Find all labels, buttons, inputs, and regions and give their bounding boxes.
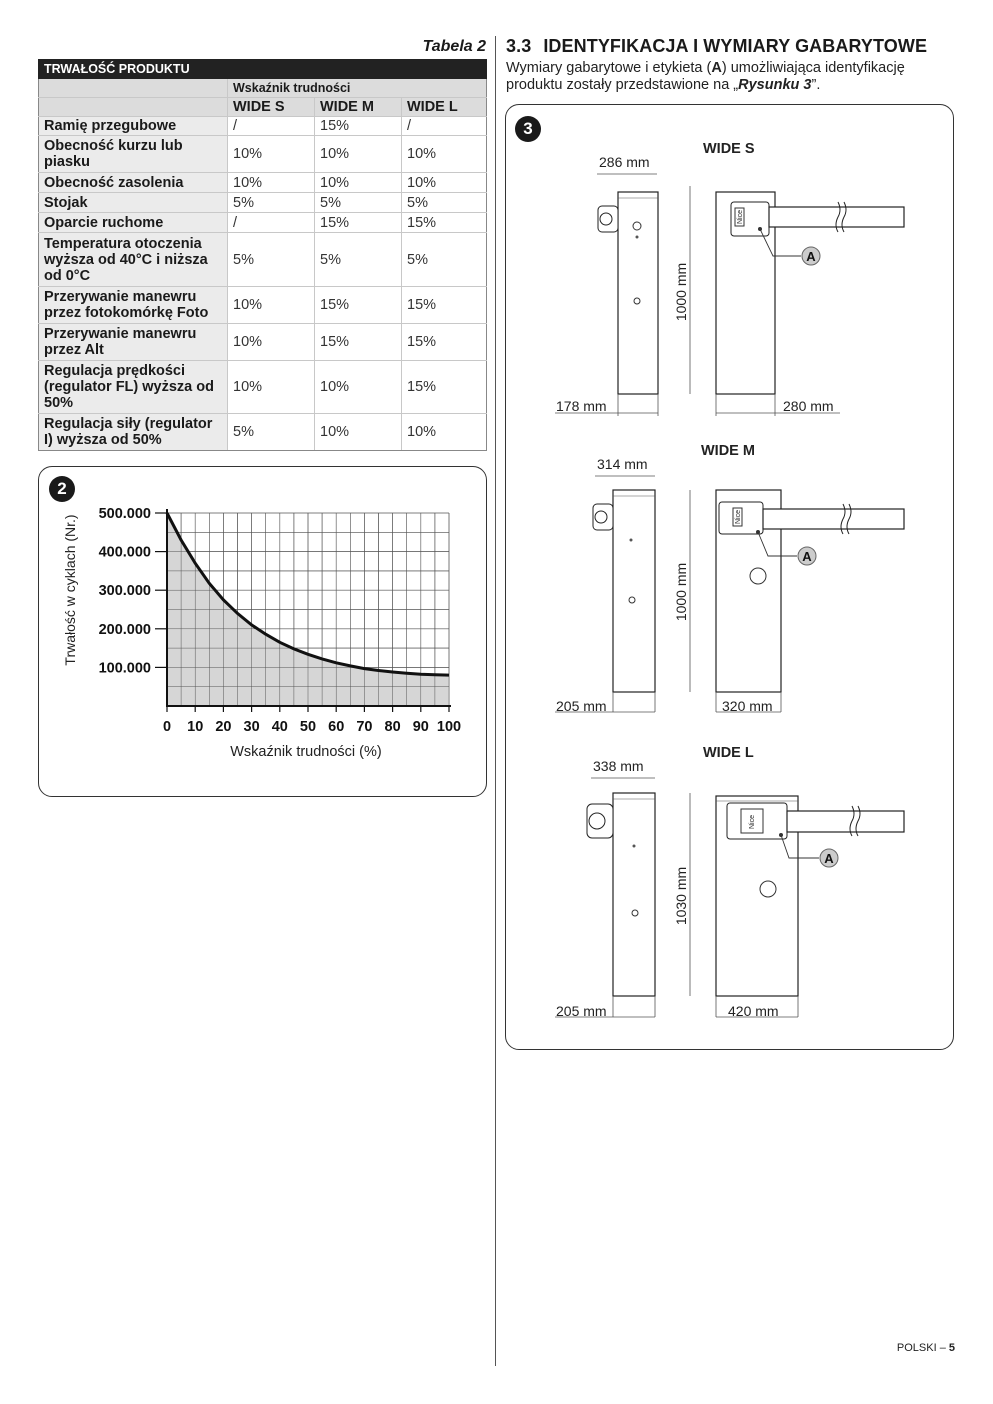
brand-plate: Nice [735,509,742,524]
boom-arm [763,509,904,529]
y-tick-label: 500.000 [98,506,151,522]
cell: 5% [315,233,402,287]
cell: 15% [402,287,487,324]
cell: 15% [402,361,487,414]
cell: / [228,117,315,136]
section-heading [506,36,927,57]
label-marker-a: A [802,549,812,564]
x-tick-label: 80 [384,719,401,735]
y-tick-label: 100.000 [98,660,151,677]
y-tick-label: 200.000 [98,621,151,638]
model-name: WIDE M [701,443,755,459]
page-number: 5 [948,1342,955,1354]
dim-top-width: 314 mm [597,456,648,472]
x-tick-label: 0 [162,719,172,735]
figure-2-badge: 2 [49,476,75,502]
x-tick-labels [163,706,461,735]
wide-m-drawing [555,443,904,714]
x-tick-label: 40 [271,719,288,735]
dim-side-depth: 205 mm [556,698,607,714]
x-axis-label: Wskaźnik trudności (%) [230,744,382,760]
cell: 5% [402,193,487,213]
brand-plate: Nice [737,209,744,224]
cell: 10% [315,414,402,451]
column-header: WIDE M [315,98,402,117]
cell: 15% [315,213,402,233]
page-footer [897,1342,955,1354]
x-tick-label: 60 [328,719,345,735]
chart-grid-over [167,513,449,706]
dim-front-width: 280 mm [783,398,834,414]
x-tick-label: 70 [356,719,373,735]
row-label: Ramię przegubowe [39,117,228,136]
row-label: Obecność zasolenia [39,173,228,193]
dim-front-width: 420 mm [728,1003,779,1019]
durability-chart [38,466,487,797]
boom-arm [787,811,904,832]
table-empty-cell [39,98,228,117]
y-tick-label: 300.000 [98,583,151,600]
side-lamp [593,504,613,530]
cell: 15% [315,324,402,361]
cell: 5% [228,414,315,451]
dim-height: 1030 mm [673,866,689,926]
cell: 10% [402,173,487,193]
dim-height: 1000 mm [673,562,689,622]
section-paragraph [506,60,956,94]
cell: 5% [228,233,315,287]
row-label: Przerywanie manewru przez Alt [39,324,228,361]
row-label: Stojak [39,193,228,213]
paragraph-bold: A [711,60,722,76]
side-view-body [613,490,655,692]
figure-3-badge: 3 [515,116,541,142]
durability-table [38,59,487,451]
side-lamp [598,206,618,232]
column-divider [495,36,496,1366]
cell: 10% [228,324,315,361]
paragraph-text: ) umożliwiająca identyfikację produktu zostały przedstawione na „ [506,60,905,93]
model-name: WIDE L [703,745,754,761]
cell: 10% [228,173,315,193]
section-number: 3.3 [506,36,532,56]
y-axis-label: Trwałość w cyklach (Nr.) [62,514,78,666]
dim-side-depth: 178 mm [556,398,607,414]
table-caption: Tabela 2 [422,38,486,55]
table-title: TRWAŁOŚĆ PRODUKTU [39,60,487,79]
row-label: Regulacja prędkości (regulator FL) wyższa od 50% [39,361,228,414]
dim-height: 1000 mm [673,262,689,322]
cell: 10% [315,173,402,193]
table-group-header: Wskaźnik trudności [228,79,487,98]
cell: 10% [315,136,402,173]
dim-front-width: 320 mm [722,698,773,714]
label-marker-a: A [806,249,816,264]
x-tick-label: 90 [412,719,429,735]
cell: / [228,213,315,233]
model-name: WIDE S [703,141,755,157]
y-tick-labels [99,506,167,676]
cell: 15% [315,117,402,136]
cell: 15% [402,324,487,361]
row-label: Regulacja siły (regulator I) wyższa od 50% [39,414,228,451]
column-header: WIDE S [228,98,315,117]
figure-reference: Rysunku 3 [738,77,812,93]
dim-top-width: 286 mm [599,154,650,170]
cell: 10% [315,361,402,414]
column-header: WIDE L [402,98,487,117]
cell: 15% [402,213,487,233]
paragraph-text: Wymiary gabarytowe i etykieta ( [506,60,712,76]
table-empty-cell [39,79,228,98]
side-view-body [613,793,655,996]
cell: 10% [228,361,315,414]
wide-l-drawing [555,745,904,1019]
wide-s-drawing [555,141,904,416]
row-label: Przerywanie manewru przez fotokomórkę Foto [39,287,228,324]
cell: 5% [402,233,487,287]
footer-separator: – [936,1342,949,1354]
y-tick-label: 400.000 [98,544,151,561]
cell: 5% [315,193,402,213]
x-tick-label: 30 [243,719,260,735]
label-marker-a: A [824,851,834,866]
cell: / [402,117,487,136]
x-tick-label: 10 [187,719,204,735]
row-label: Oparcie ruchome [39,213,228,233]
brand-plate: Nice [749,814,756,829]
row-label: Obecność kurzu lub piasku [39,136,228,173]
cell: 5% [228,193,315,213]
cell: 10% [228,136,315,173]
dim-top-width: 338 mm [593,758,644,774]
x-tick-label: 50 [299,719,317,735]
side-lamp [587,804,613,838]
dimension-drawings [505,104,954,1050]
footer-language: POLSKI [896,1342,937,1354]
cell: 10% [228,287,315,324]
dim-side-depth: 205 mm [556,1003,607,1019]
x-tick-label: 20 [215,719,232,735]
section-title: IDENTYFIKACJA I WYMIARY GABARYTOWE [543,36,928,56]
cell: 10% [402,136,487,173]
x-tick-label: 100 [436,719,462,735]
cell: 15% [315,287,402,324]
cell: 10% [402,414,487,451]
row-label: Temperatura otoczenia wyższa od 40°C i niższa od 0°C [39,233,228,287]
paragraph-text: ”. [811,77,821,93]
